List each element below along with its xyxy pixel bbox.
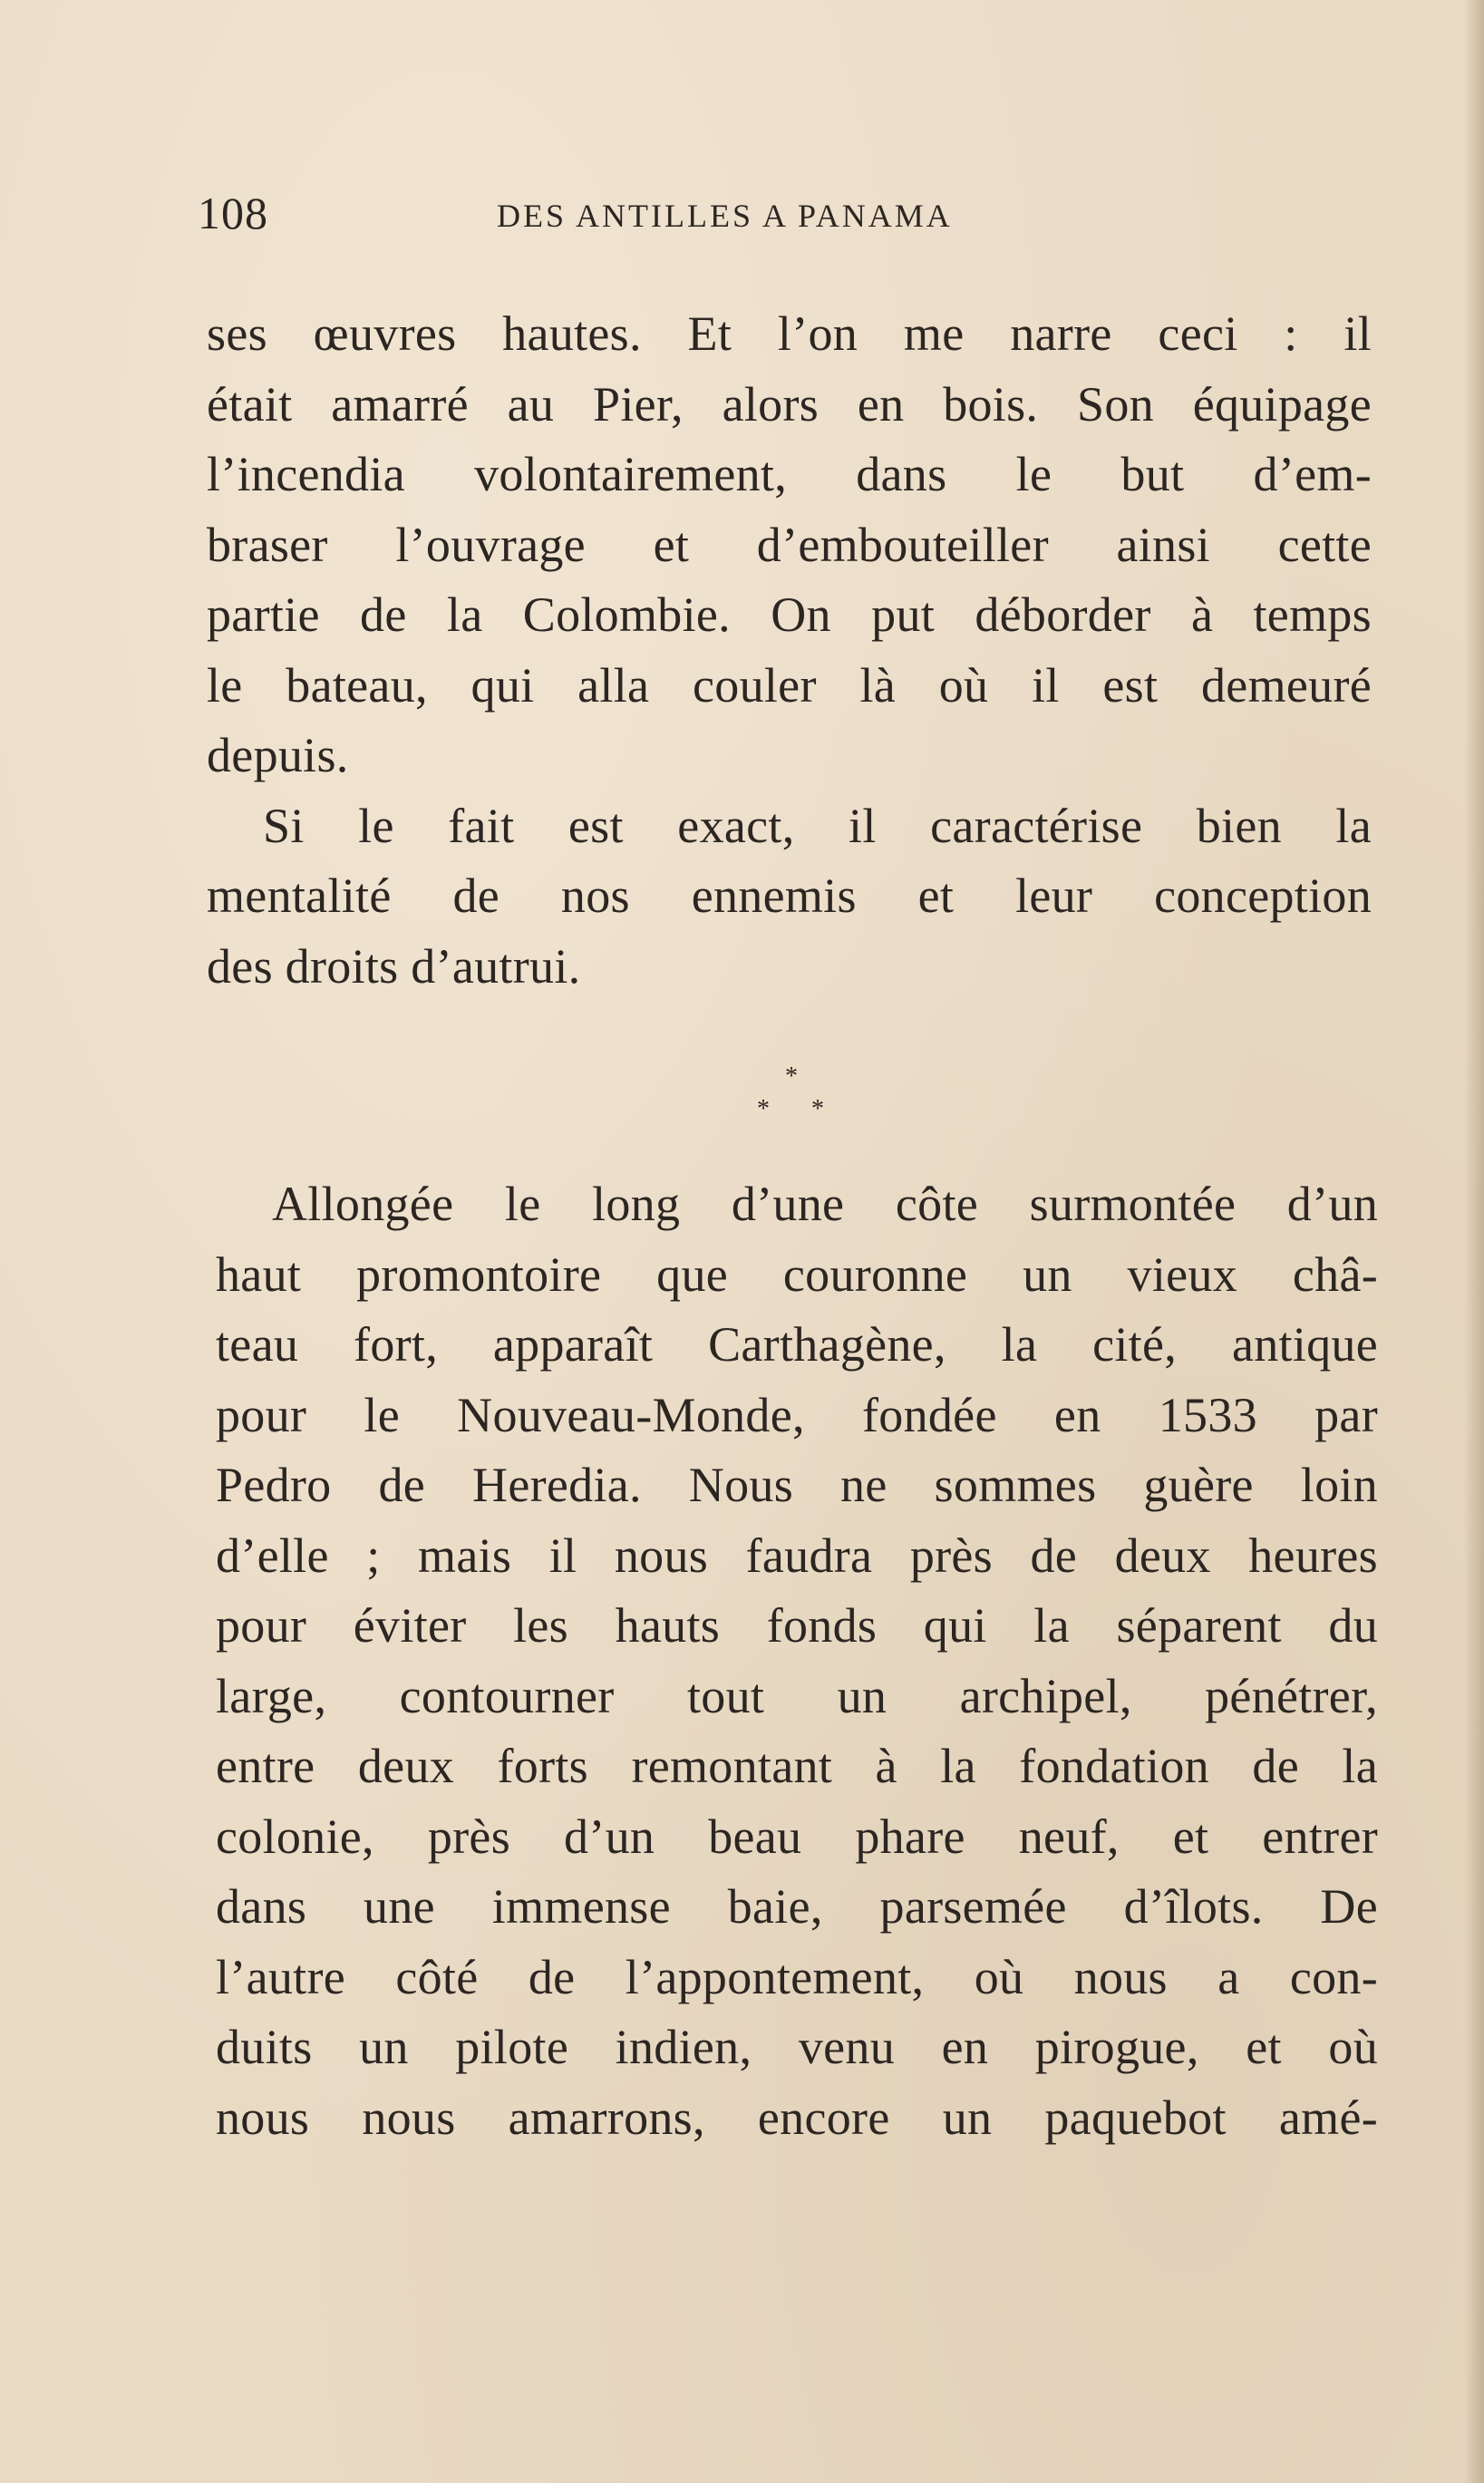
page-header [198,186,1376,240]
text-line: braser l’ouvrage et d’embouteiller ainsi cette [207,517,1372,572]
text-line: l’incendia volontairement, dans le but d’em- [207,447,1372,501]
asterism-star-right: * [811,1095,824,1123]
text-line: le bateau, qui alla couler là où il est demeuré [207,657,1372,713]
text-line: Pedro de Heredia. Nous ne sommes guère loin [216,1458,1378,1512]
page-number: 108 [198,188,268,238]
text-line: était amarré au Pier, alors en bois. Son équipage [207,376,1372,432]
body-text-top [207,299,1372,1002]
text-line: pour le Nouveau-Monde, fondée en 1533 par [216,1387,1378,1442]
section-separator-asterism [725,1061,834,1133]
text-line: d’elle ; mais il nous faudra près de deux heures [216,1528,1378,1583]
text-line: des droits d’autrui. [207,938,581,994]
text-line: Si le fait est exact, il caractérise bien la [263,798,1372,853]
text-line: nous nous amarrons, encore un paquebot amé- [216,2090,1378,2145]
text-line: partie de la Colombie. On put déborder à temps [207,587,1372,642]
asterism-star-left: * [757,1095,770,1123]
asterism-star-top: * [785,1062,798,1091]
text-line: large, contourner tout un archipel, pénétrer, [216,1668,1378,1723]
running-title: DES ANTILLES A PANAMA [497,198,953,234]
text-line: colonie, près d’un beau phare neuf, et entrer [216,1809,1378,1864]
text-line: entre deux forts remontant à la fondation de la [216,1739,1378,1793]
text-line: Allongée le long d’une côte surmontée d’un [272,1177,1378,1231]
text-line: mentalité de nos ennemis et leur conception [207,868,1372,923]
text-line: ses œuvres hautes. Et l’on me narre ceci : il [207,306,1372,361]
text-line: depuis. [207,728,349,782]
text-line: l’autre côté de l’appontement, où nous a con- [216,1949,1378,2004]
page-edge-shadow [1464,0,1484,2483]
text-line: teau fort, apparaît Carthagène, la cité, antique [216,1317,1378,1372]
text-line: dans une immense baie, parsemée d’îlots. De [216,1879,1378,1934]
text-line: duits un pilote indien, venu en pirogue, et où [216,2020,1378,2074]
text-line: haut promontoire que couronne un vieux châ- [216,1246,1378,1302]
text-line: pour éviter les hauts fonds qui la séparent du [216,1598,1378,1653]
body-text-bottom [216,1169,1378,2153]
